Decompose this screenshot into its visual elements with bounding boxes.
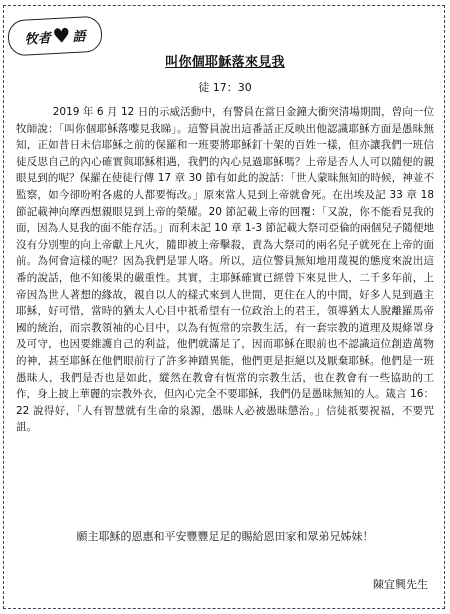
heart-icon: ♥ <box>51 23 72 49</box>
body-paragraph: 2019 年 6 月 12 日的示威活動中，有警員在當日金鐘大衝突清場期間，曾向一位牧師說：「叫你個耶穌落嚟見我睇」。這警員說出這番話正反映出他認識耶穌方面是愚昧無知，正如昔日未信耶穌之前的保羅和一班要將耶穌釘十架的百姓一樣，但亦讓我們一班信徒反思自己的內心確實與耶穌相遇，我們的內心見過耶穌嗎？上帝是否人人可以隨便的親眼見到的呢？保羅在使徒行傳 17 章 30 節有如此的說話：「世人蒙昧無知的時候，神並不監察，如今卻吩咐各處的人都要悔改。」原來當人見到上帝就會死。在出埃及記 33 章 18 節記載神向摩西想親眼見到上帝的榮耀。20 節記載上帝的回覆：「又說，你不能看見我的面，因為人見我的面不能存活。」而利未記 10 章 1-3 節記載大祭司亞倫的兩個兒子隨便地沒有分別聖的向上帝獻上凡火，隨即被上帝擊殺，責為大祭司的兩名兒子就死在上帝的面前。為何會這樣的呢？因為我們是罪人咯。所以，這位警員無知地用蔑視的態度來說出這番的說話，他不知後果的嚴重性。其實，主耶穌確實已經曾下來見世人，二千多年前，上帝因為世人著想的緣故，親自以人的樣式來到人世間，更住在人的中間，好多人見到過主耶穌，好可惜，當時的猶太人心目中祇希望有一位政治上的君王，領導猶太人脫離羅馬帝國的統治，而宗教領袖的心目中，以為有恆常的宗教生活，有一套宗教的道理及規條罩身及可守，也因要維護自己的利益，他們就滿足了，因而耶穌在眼前也不認識這位創造萬物的神，甚至耶穌在他們眼前行了許多神蹟異能，他們更是拒絕以及厭棄耶穌。他們是一班愚昧人，我們是否也是如此，縱然在教會有恆常的宗教生活，也在教會有一些協助的工作，身上披上華麗的宗教外衣，但內心完全不要耶穌，我們仍是愚昧無知的人。箴言 16：22 說得好，「人有智慧就有生命的泉源，愚昧人必被愚昧懲治。」信徒祇要祝福，不要咒詛。 <box>16 106 434 434</box>
badge-text-left: 牧者 <box>24 30 52 48</box>
article-title: 叫你個耶穌落來見我 <box>165 55 285 70</box>
closing-blessing: 願主耶穌的恩惠和平安豐豐足足的賜給恩田家和眾弟兄姊妹！ <box>76 530 374 543</box>
scripture-reference: 徒 17：30 <box>198 81 252 94</box>
article-body <box>16 104 434 436</box>
author-signature: 陳宜興先生 <box>373 578 428 591</box>
badge-text-right: 語 <box>72 28 86 45</box>
